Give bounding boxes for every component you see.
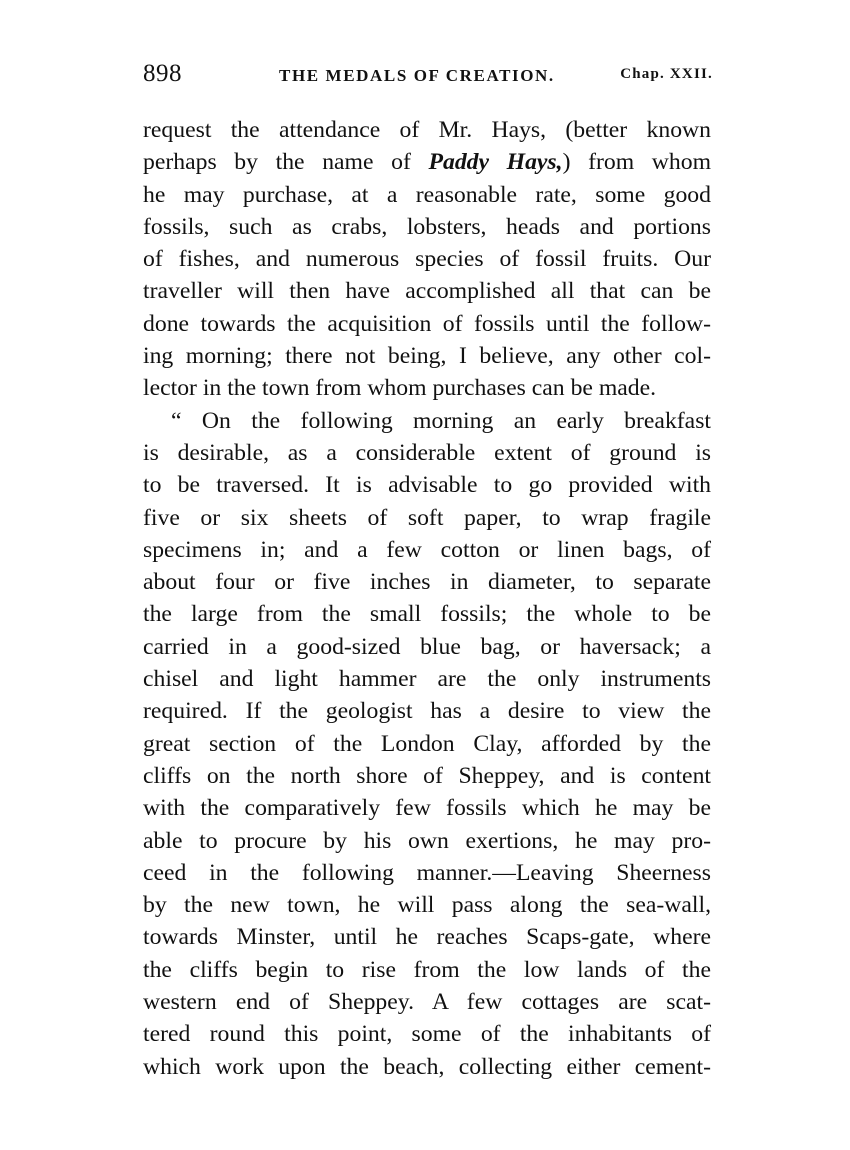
text-line: is desirable, as a considerable extent of ground is [143, 439, 711, 466]
text-line: the cliffs begin to rise from the low lands of the [143, 956, 711, 983]
text-line [143, 146, 711, 178]
page-header [143, 60, 713, 94]
text-line: cliffs on the north shore of Sheppey, and is content [143, 762, 711, 789]
text-line: about four or five inches in diameter, to separate [143, 569, 711, 596]
text-line: western end of Sheppey. A few cottages are scat- [143, 989, 711, 1016]
text-segment: ) from whom [562, 149, 711, 176]
text-line: specimens in; and a few cotton or linen bags, of [143, 536, 711, 563]
text-line: request the attendance of Mr. Hays, (better known [143, 117, 711, 143]
text-line: five or six sheets of soft paper, to wrap fragile [143, 504, 711, 531]
text-line: done towards the acquisition of fossils until the follow- [143, 310, 711, 337]
text-line: chisel and light hammer are the only instruments [143, 666, 711, 693]
text-line: which work upon the beach, collecting either cement- [143, 1053, 711, 1080]
text-line: to be traversed. It is advisable to go provided with [143, 472, 711, 499]
text-line: ing morning; there not being, I believe, any other col- [143, 343, 711, 370]
text-line: ceed in the following manner.—Leaving Sheerness [143, 859, 711, 886]
italic-name: Paddy Hays, [428, 149, 563, 176]
text-line: able to procure by his own exertions, he may pro- [143, 827, 711, 854]
running-title: THE MEDALS OF CREATION. [279, 66, 555, 85]
body-text [143, 114, 711, 1083]
text-line: by the new town, he will pass along the sea-wall, [143, 892, 711, 919]
text-line: great section of the London Clay, afforded by the [143, 730, 711, 757]
text-line: traveller will then have accomplished all that can be [143, 278, 711, 305]
text-line: the large from the small fossils; the whole to be [143, 601, 711, 628]
text-line: he may purchase, at a reasonable rate, some good [143, 181, 711, 208]
text-line: towards Minster, until he reaches Scaps-gate, where [143, 924, 711, 951]
text-line: lector in the town from whom purchases can be made. [143, 375, 657, 402]
text-line: fossils, such as crabs, lobsters, heads and portions [143, 213, 711, 240]
text-segment: perhaps by the name of [143, 149, 411, 176]
text-line: with the comparatively few fossils which he may be [143, 795, 711, 822]
text-line: required. If the geologist has a desire to view the [143, 698, 711, 725]
text-line: tered round this point, some of the inhabitants of [143, 1021, 711, 1048]
text-line: carried in a good-sized blue bag, or haversack; a [143, 633, 711, 660]
text-line: “ On the following morning an early breakfast [171, 407, 711, 434]
page-number: 898 [143, 60, 182, 87]
chapter-label: Chap. XXII. [620, 66, 713, 82]
text-line: of fishes, and numerous species of fossil fruits. Our [143, 246, 711, 273]
